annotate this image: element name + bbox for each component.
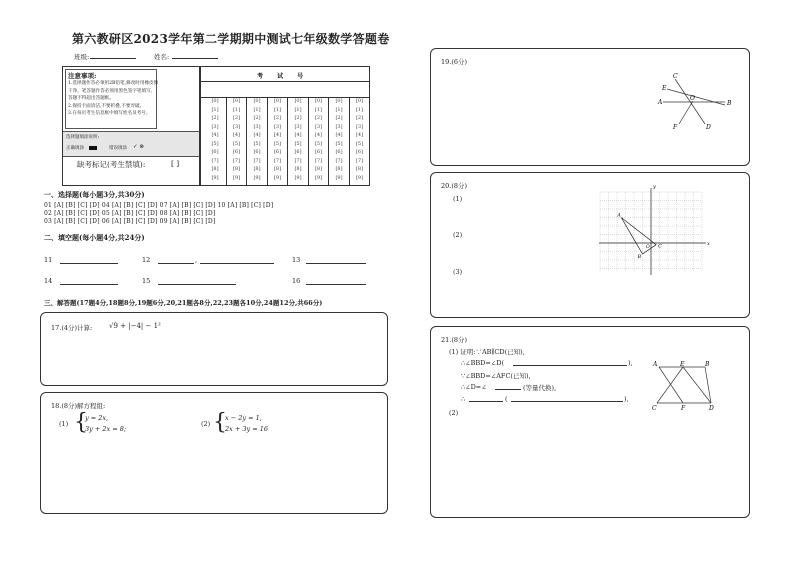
exam-number-column[interactable] [246, 97, 267, 185]
digit-bubble[interactable]: [3] [232, 123, 241, 130]
blank-13-label: 13 [292, 256, 301, 264]
q18-p2-eq2: 2x + 3y = 16 [225, 425, 269, 433]
q21-part2: (2) [449, 409, 459, 417]
fill-instructions [63, 131, 199, 157]
blank-16-label: 16 [292, 277, 301, 285]
digit-bubble[interactable]: [9] [211, 174, 219, 181]
digit-bubble[interactable]: [6] [232, 149, 241, 155]
digit-bubble[interactable]: [4] [273, 132, 282, 138]
digit-bubble[interactable]: [2] [211, 115, 219, 121]
digit-bubble[interactable]: [7] [355, 157, 364, 164]
exam-number-grid [200, 66, 370, 186]
correct-mark-icon [89, 146, 97, 150]
digit-bubble[interactable]: [7] [335, 157, 343, 164]
class-field[interactable] [90, 58, 136, 59]
digit-bubble[interactable]: [4] [314, 132, 323, 138]
q18-label: 18.(8分)解方程组: [51, 402, 106, 410]
digit-bubble[interactable]: [0] [355, 98, 364, 104]
blank-12-label: 12 [142, 256, 151, 264]
digit-bubble[interactable]: [3] [314, 123, 323, 130]
point-o: O [646, 245, 650, 250]
digit-bubble[interactable]: [0] [232, 98, 241, 104]
notice-line: 1.选择题作答必须用2B铅笔,修改时用橡皮擦 [68, 81, 159, 86]
line-ed [683, 367, 711, 403]
point-f: F [673, 124, 678, 131]
blank-12-field-a[interactable] [158, 263, 194, 264]
blank-15-field[interactable] [158, 284, 236, 285]
digit-bubble[interactable]: [9] [273, 174, 282, 181]
q17-expression: √9 + |−4| − 1² [109, 322, 161, 330]
blank-11-label: 11 [44, 256, 53, 264]
digit-bubble[interactable]: [9] [355, 174, 364, 181]
blank-12-field-b[interactable] [200, 263, 274, 264]
point-b: B [727, 100, 732, 107]
q21-proof-line3: ∵∠BBD=∠AFC(已知), [461, 372, 531, 380]
point-f: F [681, 405, 686, 411]
digit-bubble[interactable]: [4] [294, 132, 302, 138]
digit-bubble[interactable]: [6] [314, 149, 323, 155]
digit-bubble[interactable]: [0] [273, 98, 282, 104]
exam-number-column[interactable] [308, 97, 329, 185]
q21-proof-line5: ∴ [461, 395, 466, 403]
digit-bubble[interactable]: [4] [211, 132, 219, 138]
digit-bubble[interactable]: [9] [253, 174, 261, 181]
point-b: B [705, 361, 710, 368]
answer-row-2[interactable]: 02 [A] [B] [C] [D] 05 [A] [B] [C] [D] 08 [A] [B] [C] [D] [44, 210, 216, 217]
digit-bubble[interactable]: [3] [253, 123, 261, 130]
point-c: C [658, 243, 662, 250]
blank-16-field[interactable] [306, 284, 366, 285]
q21-line4-end: (等量代换), [523, 384, 557, 392]
y-axis-label: y [653, 184, 656, 190]
q21-proof-line2: ∴∠BBD=∠D( [461, 359, 504, 367]
digit-bubble[interactable]: [9] [232, 174, 241, 181]
digit-bubble[interactable]: [2] [355, 115, 364, 121]
point-a: A [653, 361, 658, 368]
digit-bubble[interactable]: [5] [355, 140, 364, 147]
q20-coordinate-grid [599, 181, 711, 293]
line-eo [667, 89, 725, 105]
left-brace-icon: { [213, 410, 227, 435]
point-b: B [637, 254, 642, 261]
blank-14-field[interactable] [60, 284, 118, 285]
answer-row-1[interactable]: 01 [A] [B] [C] [D] 04 [A] [B] [C] [D] 07 [A] [B] [C] [D] 10 [A] [B] [C] [D] [44, 202, 274, 209]
digit-bubble[interactable]: [7] [253, 157, 261, 164]
digit-bubble[interactable]: [5] [294, 140, 302, 147]
point-c: C [673, 73, 678, 80]
open-paren: ( [505, 395, 508, 403]
digit-bubble[interactable]: [7] [273, 157, 282, 164]
digit-bubble[interactable]: [8] [232, 166, 241, 172]
left-brace-icon: { [74, 410, 88, 435]
comma: , [195, 256, 198, 264]
q19-label: 19.(6分) [441, 58, 468, 66]
name-label: 姓名: [154, 53, 170, 61]
digit-bubble[interactable]: [3] [211, 123, 219, 130]
digit-bubble[interactable]: [4] [335, 132, 343, 138]
digit-bubble[interactable]: [6] [355, 149, 364, 155]
q18-p1-eq2: 3y + 2x = 8; [85, 425, 127, 433]
digit-bubble[interactable]: [1] [355, 106, 364, 113]
point-d: D [709, 405, 714, 411]
q20-part2: (2) [453, 231, 463, 239]
digit-bubble[interactable]: [1] [211, 106, 219, 113]
absent-checkbox[interactable]: [ ] [171, 159, 180, 168]
x-axis-label: x [707, 241, 710, 247]
absent-label: 缺考标记(考生禁填): [77, 160, 146, 169]
digit-bubble[interactable]: [0] [253, 98, 261, 104]
q21-answer-box[interactable] [430, 326, 750, 518]
digit-bubble[interactable]: [1] [273, 106, 282, 113]
digit-bubble[interactable]: [3] [335, 123, 343, 130]
q17-answer-box[interactable] [40, 312, 388, 386]
q20-part3: (3) [453, 268, 463, 276]
q18-answer-box[interactable] [40, 392, 388, 514]
digit-bubble[interactable]: [8] [335, 166, 343, 172]
point-a: A [617, 212, 621, 219]
digit-bubble[interactable]: [9] [335, 174, 343, 181]
line-of [679, 101, 693, 124]
notice-frame [65, 69, 157, 129]
digit-bubble[interactable]: [6] [335, 149, 343, 155]
point-e: E [680, 361, 685, 368]
digit-bubble[interactable]: [2] [294, 115, 302, 121]
close-paren: ), [624, 395, 629, 403]
digit-bubble[interactable]: [8] [253, 166, 261, 172]
digit-bubble[interactable]: [7] [294, 157, 302, 164]
exam-number-column[interactable] [328, 97, 349, 185]
q21-blank-reason2[interactable] [511, 401, 623, 402]
fill-example-label: 选择题填涂说明: [66, 135, 100, 140]
name-field[interactable] [172, 58, 218, 59]
q21-parallel-figure [649, 359, 719, 411]
q21-blank-conclusion[interactable] [469, 401, 503, 402]
blank-14-label: 14 [44, 277, 53, 285]
notice-line: 干净。笔答题作答必须用黑色签字笔填写, [68, 88, 153, 94]
q18-p1-eq1: y = 2x, [85, 414, 109, 422]
q21-label: 21.(8分) [441, 336, 468, 344]
digit-bubble[interactable]: [6] [294, 149, 302, 155]
section3-title: 三、解答题(17题4分,18题8分,19题6分,20,21题各8分,22,23题各10分,24题12分,共66分) [44, 299, 323, 307]
wrong-label: 错误填涂 [109, 146, 127, 151]
q19-angle-figure [653, 69, 733, 139]
exam-number-column[interactable] [205, 97, 225, 185]
digit-bubble[interactable]: [4] [253, 132, 261, 138]
q18-part1-label: (1) [59, 420, 69, 428]
exam-number-column[interactable] [287, 97, 308, 185]
section1-title: 一、选择题(每小题3分,共30分) [44, 190, 145, 199]
exam-number-column[interactable] [349, 97, 370, 185]
answer-row-3[interactable]: 03 [A] [B] [C] [D] 06 [A] [B] [C] [D] 09 [A] [B] [C] [D] [44, 218, 216, 225]
correct-label: 正确填涂 [66, 146, 84, 151]
digit-bubble[interactable]: [5] [273, 140, 282, 147]
class-label: 班级: [74, 53, 90, 61]
digit-bubble[interactable]: [0] [335, 98, 343, 104]
digit-bubble[interactable]: [7] [232, 157, 241, 164]
digit-bubble[interactable]: [2] [253, 115, 261, 121]
notice-heading: 注意事项: [68, 72, 97, 80]
divider [201, 81, 369, 82]
digit-bubble[interactable]: [8] [273, 166, 282, 172]
digit-bubble[interactable]: [5] [335, 140, 343, 147]
digit-bubble[interactable]: [8] [355, 166, 364, 172]
digit-bubble[interactable]: [6] [211, 149, 219, 155]
digit-bubble[interactable]: [9] [294, 174, 302, 181]
point-d: D [706, 124, 711, 131]
q21-blank-angle[interactable] [495, 389, 521, 390]
digit-bubble[interactable]: [9] [314, 174, 323, 181]
digit-bubble[interactable]: [7] [314, 157, 323, 164]
point-o: O [690, 95, 695, 102]
digit-bubble[interactable]: [8] [211, 166, 219, 172]
digit-bubble[interactable]: [0] [314, 98, 323, 104]
q18-p2-eq1: x − 2y = 1, [225, 414, 262, 422]
notice-line: 2.保持卡面清洁,不要折叠,不要弄破。 [68, 103, 145, 109]
digit-bubble[interactable]: [5] [253, 140, 261, 147]
digit-bubble[interactable]: [1] [294, 106, 302, 113]
digit-bubble[interactable]: [6] [253, 149, 261, 155]
digit-bubble[interactable]: [4] [232, 132, 241, 138]
exam-number-column[interactable] [226, 97, 247, 185]
digit-bubble[interactable]: [5] [314, 140, 323, 147]
digit-bubble[interactable]: [8] [314, 166, 323, 172]
digit-bubble[interactable]: [1] [232, 106, 241, 113]
q21-proof-line1: (1) 证明:∵AB∥CD(已知), [449, 348, 525, 356]
digit-bubble[interactable]: [2] [314, 115, 323, 121]
digit-bubble[interactable]: [1] [314, 106, 323, 113]
notice-box [62, 66, 200, 186]
point-e: E [662, 85, 667, 92]
digit-bubble[interactable]: [8] [294, 166, 302, 172]
digit-bubble[interactable]: [3] [294, 123, 302, 130]
point-a: A [658, 99, 663, 106]
line-bd [705, 367, 711, 403]
q20-part1: (1) [453, 195, 463, 203]
notice-lines [68, 80, 158, 118]
blank-11-field[interactable] [60, 263, 118, 264]
point-c: C [652, 405, 657, 411]
notice-line: 3.在每页考生信息框中填写姓名及考号。 [68, 111, 151, 116]
exam-number-column[interactable] [267, 97, 288, 185]
digit-bubble[interactable]: [5] [232, 140, 241, 147]
close-paren: ), [628, 359, 633, 367]
digit-bubble[interactable]: [0] [211, 98, 219, 104]
q20-label: 20.(8分) [441, 182, 468, 190]
exam-number-label: 考 试 号 [257, 73, 310, 80]
q17-label: 17.(4分)计算: [51, 324, 93, 332]
digit-bubble[interactable]: [3] [355, 123, 364, 130]
digit-bubble[interactable]: [2] [335, 115, 343, 121]
digit-bubble[interactable]: [1] [253, 106, 261, 113]
q19-answer-box[interactable] [430, 48, 750, 166]
blank-15-label: 15 [142, 277, 151, 285]
digit-bubble[interactable]: [4] [355, 132, 364, 138]
digit-bubble[interactable]: [2] [232, 115, 241, 121]
q21-proof-line4: ∴∠D=∠ [461, 383, 487, 391]
digit-bubble[interactable]: [0] [294, 98, 302, 104]
digit-bubble[interactable]: [6] [273, 149, 282, 155]
digit-bubble[interactable]: [3] [273, 123, 282, 130]
section2-title: 二、填空题(每小题4分,共24分) [44, 233, 145, 242]
notice-line: 答题不得超出答题框。 [68, 96, 114, 101]
blank-13-field[interactable] [306, 263, 366, 264]
digit-bubble[interactable]: [1] [335, 106, 343, 113]
digit-bubble[interactable]: [7] [211, 157, 219, 164]
digit-bubble[interactable]: [2] [273, 115, 282, 121]
digit-bubble[interactable]: [5] [211, 140, 219, 147]
q21-blank-reason1[interactable] [513, 365, 627, 366]
wrong-marks-icon: ✓ ⊗ [133, 144, 144, 150]
page-title: 第六教研区2023学年第二学期期中测试七年级数学答题卷 [72, 32, 390, 46]
q18-part2-label: (2) [201, 420, 211, 428]
q20-answer-box[interactable] [430, 172, 750, 318]
